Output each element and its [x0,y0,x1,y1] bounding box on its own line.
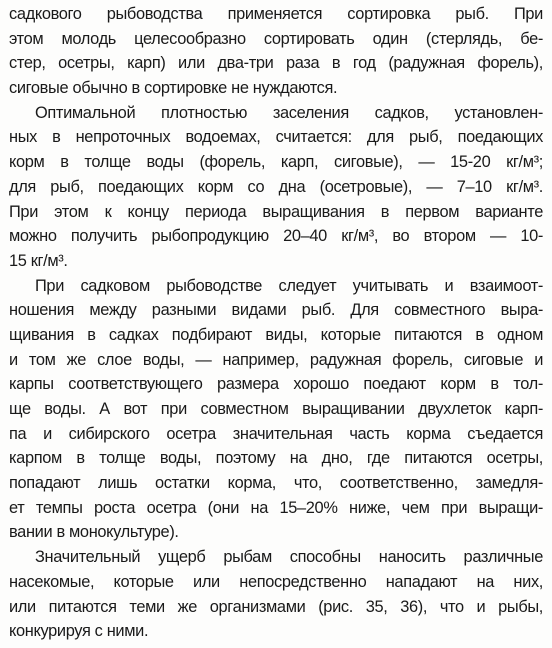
paragraph [9,101,543,274]
text-line: карпы соответствующего размера хорошо поедают корм в тол- [9,375,543,394]
paragraph [9,545,543,644]
text-line: садкового рыбоводства применяется сортировка рыб. При [9,5,543,23]
text-line: для рыб, поедающих корм со дна (осетровые), — 7–10 кг/м³. [9,177,543,196]
text-line: При этом к концу периода выращивания в первом варианте [9,202,543,221]
text-line: па и сибирского осетра значительная часть корма съедается [9,424,543,443]
text-line: При садковом рыбоводстве следует учитывать и взаимоот- [35,276,543,295]
paragraph [9,2,543,101]
text-line: насекомые, которые или непосредственно нападают на них, [9,572,543,591]
text-line: ношения между разными видами рыб. Для совместного выра- [9,301,543,320]
body-text [9,2,543,644]
text-line: корм в толще воды (форель, карп, сиговые), — 15-20 кг/м³; [9,153,543,172]
text-line: вании в монокультуре). [9,523,179,542]
text-line: Оптимальной плотностью заселения садков, установлен- [35,103,543,122]
text-line: карпом в толще воды, поэтому на дно, где питаются осетры, [9,449,543,468]
text-line: или питаются теми же организмами (рис. 35, 36), что и рыбы, [9,597,543,616]
text-line: ных в непроточных водоемах, считается: для рыб, поедающих [9,128,543,147]
text-line: стер, осетры, карп) или два-три раза в год (радужная форель), [9,54,543,73]
text-line: 15 кг/м³. [9,251,68,270]
text-line: этом молодь целесообразно сортировать один (стерлядь, бе- [9,29,543,48]
text-line: попадают лишь остатки корма, что, соответственно, замедля- [9,474,543,493]
text-line: ет темпы роста осетра (они на 15–20% ниже, чем при выращи- [9,498,543,517]
text-line: щивания в садках подбирают виды, которые питаются в одном [9,325,543,344]
paragraph [9,274,543,546]
text-line: можно получить рыбопродукцию 20–40 кг/м³, во втором — 10- [9,227,543,246]
text-line: сиговые обычно в сортировке не нуждаются. [9,79,338,98]
text-line: Значительный ущерб рыбам способны наносить различные [35,548,543,567]
text-line: и том же слое воды, — например, радужная форель, сиговые и [9,350,543,369]
text-line: конкурируя с ними. [9,622,149,641]
text-line: ще воды. А вот при совместном выращивании двухлеток карп- [9,400,543,418]
